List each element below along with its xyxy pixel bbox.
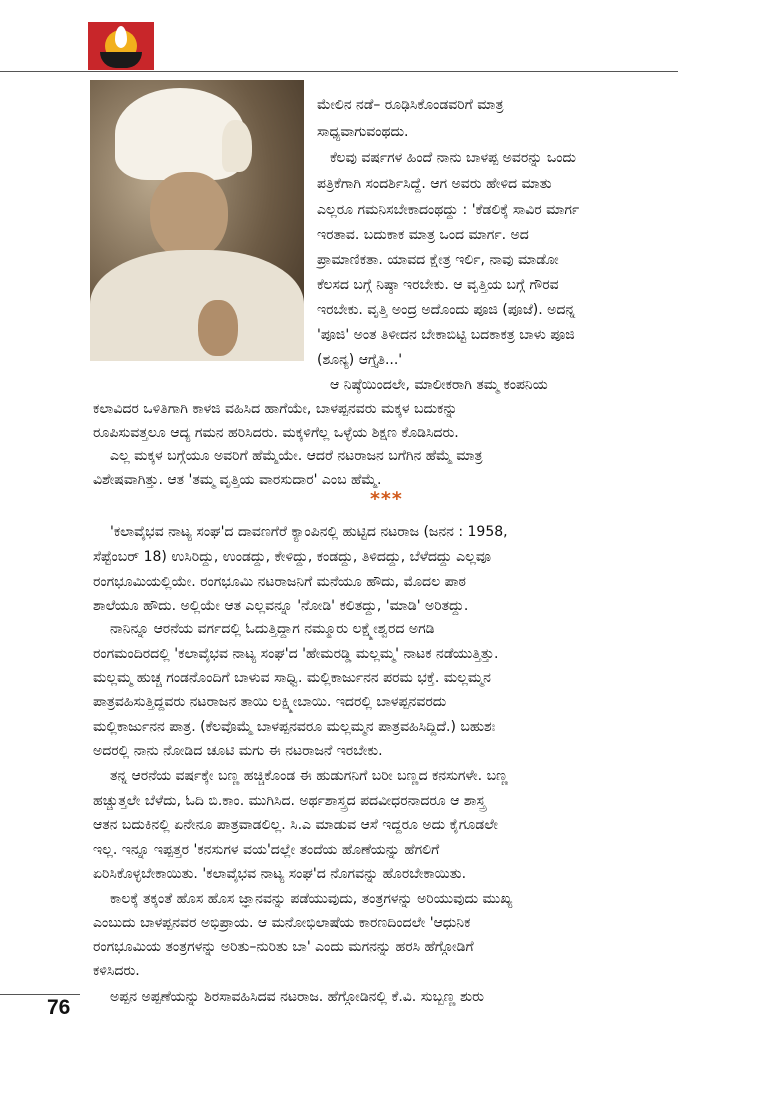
text-line: ಕೆಲವು ವರ್ಷಗಳ ಹಿಂದೆ ನಾನು ಬಾಳಪ್ಪ ಅವರನ್ನು ಒಂದು — [330, 150, 576, 166]
section-separator: *** — [370, 488, 403, 510]
text-line: ರಂಗಭೂಮಿಯ ತಂತ್ರಗಳನ್ನು ಅರಿತು–ನುರಿತು ಬಾ' ಎಂದು ಮಗನನ್ನು ಹರಸಿ ಹೆಗ್ಗೋಡಿಗೆ — [93, 939, 474, 955]
publisher-logo — [88, 22, 154, 70]
text-line: ರಂಗಭೂಮಿಯಲ್ಲಿಯೇ. ರಂಗಭೂಮಿ ನಟರಾಜನಿಗೆ ಮನೆಯೂ ಹೌದು, ಮೊದಲ ಪಾಠ — [93, 574, 466, 590]
photo-shirt — [90, 250, 304, 361]
text-line: ಶಾಲೆಯೂ ಹೌದು. ಅಲ್ಲಿಯೇ ಆತ ಎಲ್ಲವನ್ನೂ 'ನೋಡಿ' ಕಲಿತದ್ದು, 'ಮಾಡಿ' ಅರಿತದ್ದು. — [93, 598, 469, 614]
text-line: ಏರಿಸಿಕೊಳ್ಳಬೇಕಾಯಿತು. 'ಕಲಾವೈಭವ ನಾಟ್ಯ ಸಂಘ'ದ ನೊಗವನ್ನು ಹೊರಬೇಕಾಯಿತು. — [93, 866, 467, 882]
photo-turban-tail — [222, 120, 252, 172]
text-line: ಎಲ್ಲರೂ ಗಮನಿಸಬೇಕಾದಂಥದ್ದು : 'ಕೆಡಲಿಕ್ಕೆ ಸಾವಿರ ಮಾರ್ಗ — [317, 202, 580, 218]
text-line: ಅಪ್ಪನ ಅಪ್ಪಣೆಯನ್ನು ಶಿರಸಾವಹಿಸಿದವ ನಟರಾಜ. ಹೆಗ್ಗೋಡಿನಲ್ಲಿ ಕೆ.ವಿ. ಸುಬ್ಬಣ್ಣ ಶುರು — [110, 989, 484, 1005]
oil-lamp-icon — [100, 52, 142, 68]
text-line: ಕಳಿಸಿದರು. — [93, 963, 140, 979]
text-line: ತನ್ನ ಆರನೆಯ ವರ್ಷಕ್ಕೇ ಬಣ್ಣ ಹಚ್ಚಿಕೊಂಡ ಈ ಹುಡುಗನಿಗೆ ಬರೀ ಬಣ್ಣದ ಕನಸುಗಳೇ. ಬಣ್ಣ — [110, 768, 508, 784]
text-line: ಮಲ್ಲಿಕಾರ್ಜುನನ ಪಾತ್ರ. (ಕೆಲವೊಮ್ಮೆ ಬಾಳಪ್ಪನವರೂ ಮಲ್ಲಮ್ಮನ ಪಾತ್ರವಹಿಸಿದ್ದಿದೆ.) ಬಹುಶಃ — [93, 719, 496, 735]
text-line: ಪ್ರಾಮಾಣಿಕತಾ. ಯಾವದ ಕ್ಷೇತ್ರ ಇರ್ಲಿ, ನಾವು ಮಾಡೋ — [317, 252, 559, 268]
text-line: ಅದರಲ್ಲಿ ನಾನು ನೋಡಿದ ಚೂಟಿ ಮಗು ಈ ನಟರಾಜನೆ ಇರಬೇಕು. — [93, 743, 383, 759]
text-line: ಕೆಲಸದ ಬಗ್ಗೆ ನಿಷ್ಠಾ ಇರಬೇಕು. ಆ ವೃತ್ತಿಯ ಬಗ್ಗೆ ಗೌರವ — [317, 277, 559, 293]
page-number: 76 — [47, 996, 71, 1019]
text-line: 'ಕಲಾವೈಭವ ನಾಟ್ಯ ಸಂಘ'ದ ದಾವಣಗೆರೆ ಕ್ಯಾಂಪಿನಲ್ಲಿ ಹುಟ್ಟಿದ ನಟರಾಜ (ಜನನ : 1958, — [110, 524, 508, 540]
text-line: ಎಲ್ಲ ಮಕ್ಕಳ ಬಗ್ಗೆಯೂ ಅವರಿಗೆ ಹೆಮ್ಮೆಯೇ. ಆದರೆ ನಟರಾಜನ ಬಗೆಗಿನ ಹೆಮ್ಮೆ ಮಾತ್ರ — [110, 448, 483, 464]
text-line: ರಂಗಮಂದಿರದಲ್ಲಿ 'ಕಲಾವೈಭವ ನಾಟ್ಯ ಸಂಘ'ದ 'ಹೇಮರಡ್ಡಿ ಮಲ್ಲಮ್ಮ' ನಾಟಕ ನಡೆಯುತ್ತಿತ್ತು. — [93, 646, 499, 662]
text-line: ನಾನಿನ್ನೂ ಆರನೆಯ ವರ್ಗದಲ್ಲಿ ಓದುತ್ತಿದ್ದಾಗ ನಮ್ಮೂರು ಲಕ್ಷ್ಮೇಶ್ವರದ ಅಗಡಿ — [110, 621, 435, 637]
text-line: ಪತ್ರಿಕೆಗಾಗಿ ಸಂದರ್ಶಿಸಿದ್ದೆ. ಆಗ ಅವರು ಹೇಳಿದ ಮಾತು — [317, 176, 552, 192]
text-line: ಎಂಬುದು ಬಾಳಪ್ಪನವರ ಅಭಿಪ್ರಾಯ. ಆ ಮನೋಭಿಲಾಷೆಯ ಕಾರಣದಿಂದಲೇ 'ಆಧುನಿಕ — [93, 915, 471, 931]
photo-face — [150, 172, 228, 260]
text-line: ಇರಬೇಕು. ವೃತ್ತಿ ಅಂದ್ರ ಅದೊಂದು ಪೂಜಿ (ಪೂಜೆ). ಅದನ್ನ — [317, 302, 576, 318]
text-line: ಕಾಲಕ್ಕೆ ತಕ್ಕಂತೆ ಹೊಸ ಹೊಸ ಜ್ಞಾನವನ್ನು ಪಡೆಯುವುದು, ತಂತ್ರಗಳನ್ನು ಅರಿಯುವುದು ಮುಖ್ಯ — [110, 891, 513, 907]
text-line: (ಶೂನ್ಯ) ಆಗ್ತೈತಿ...' — [317, 352, 403, 368]
text-line: ಆ ನಿಷ್ಠೆಯಿಂದಲೇ, ಮಾಲೀಕರಾಗಿ ತಮ್ಮ ಕಂಪನಿಯ — [330, 377, 548, 393]
text-line: ಸೆಪ್ಟೆಂಬರ್ 18) ಉಸಿರಿದ್ದು, ಉಂಡದ್ದು, ಕೇಳಿದ್ದು, ಕಂಡದ್ದು, ತಿಳಿದದ್ದು, ಬೆಳೆದದ್ದು ಎಲ್ಲವೂ — [93, 549, 491, 565]
flame-icon — [115, 26, 127, 48]
photo-hand — [198, 300, 238, 356]
text-line: ಹಚ್ಚುತ್ತಲೇ ಬೆಳೆದು, ಓದಿ ಬಿ.ಕಾಂ. ಮುಗಿಸಿದ. ಅರ್ಥಶಾಸ್ತ್ರದ ಪದವೀಧರನಾದರೂ ಆ ಶಾಸ್ತ್ರ — [93, 793, 486, 809]
text-line: ಸಾಧ್ಯವಾಗುವಂಥದು. — [317, 124, 409, 140]
text-line: ಕಲಾವಿದರ ಒಳಿತಿಗಾಗಿ ಕಾಳಜಿ ವಹಿಸಿದ ಹಾಗೆಯೇ, ಬಾಳಪ್ಪನವರು ಮಕ್ಕಳ ಬದುಕನ್ನು — [93, 401, 458, 417]
text-line: ಪಾತ್ರವಹಿಸುತ್ತಿದ್ದವರು ನಟರಾಜನ ತಾಯಿ ಲಕ್ಷ್ಮೀಬಾಯಿ. ಇದರಲ್ಲಿ ಬಾಳಪ್ಪನವರದು — [93, 694, 447, 710]
text-line: ರೂಪಿಸುವತ್ತಲೂ ಆದ್ಯ ಗಮನ ಹರಿಸಿದರು. ಮಕ್ಕಳಿಗೆಲ್ಲ ಒಳ್ಳೆಯ ಶಿಕ್ಷಣ ಕೊಡಿಸಿದರು. — [93, 425, 459, 441]
text-line: ಇರತಾವ. ಬದುಕಾಕ ಮಾತ್ರ ಒಂದ ಮಾರ್ಗ. ಅದ — [317, 227, 529, 243]
text-line: ಮಲ್ಲಮ್ಮ ಹುಚ್ಚ ಗಂಡನೊಂದಿಗೆ ಬಾಳುವ ಸಾಧ್ವಿ. ಮಲ್ಲಿಕಾರ್ಜುನನ ಪರಮ ಭಕ್ತೆ. ಮಲ್ಲಮ್ಮನ — [93, 670, 491, 686]
text-line: ಆತನ ಬದುಕಿನಲ್ಲಿ ಏನೇನೂ ಪಾತ್ರವಾಡಲಿಲ್ಲ. ಸಿ.ಎ ಮಾಡುವ ಆಸೆ ಇದ್ದರೂ ಅದು ಕೈಗೂಡಲೇ — [93, 817, 498, 833]
text-line: ವಿಶೇಷವಾಗಿತ್ತು. ಆತ 'ತಮ್ಮ ವೃತ್ತಿಯ ವಾರಸುದಾರ' ಎಂಬ ಹೆಮ್ಮೆ. — [93, 472, 382, 488]
text-line: ಮೇಲಿನ ನಡೆ– ರೂಢಿಸಿಕೊಂಡವರಿಗೆ ಮಾತ್ರ — [317, 97, 504, 113]
child-portrait-photo — [90, 80, 304, 361]
header-rule — [0, 71, 678, 72]
footer-rule — [0, 994, 80, 995]
text-line: ಇಲ್ಲ. ಇನ್ನೂ ಇಪ್ಪತ್ತರ 'ಕನಸುಗಳ ವಯ'ದಲ್ಲೇ ತಂದೆಯ ಹೊಣೆಯನ್ನು ಹೆಗಲಿಗೆ — [93, 842, 440, 858]
text-line: 'ಪೂಜಿ' ಅಂತ ತಿಳೀದನ ಬೇಕಾಬಿಟ್ಟಿ ಬದಕಾಕತ್ರ ಬಾಳು ಪೂಜಿ — [317, 327, 575, 343]
